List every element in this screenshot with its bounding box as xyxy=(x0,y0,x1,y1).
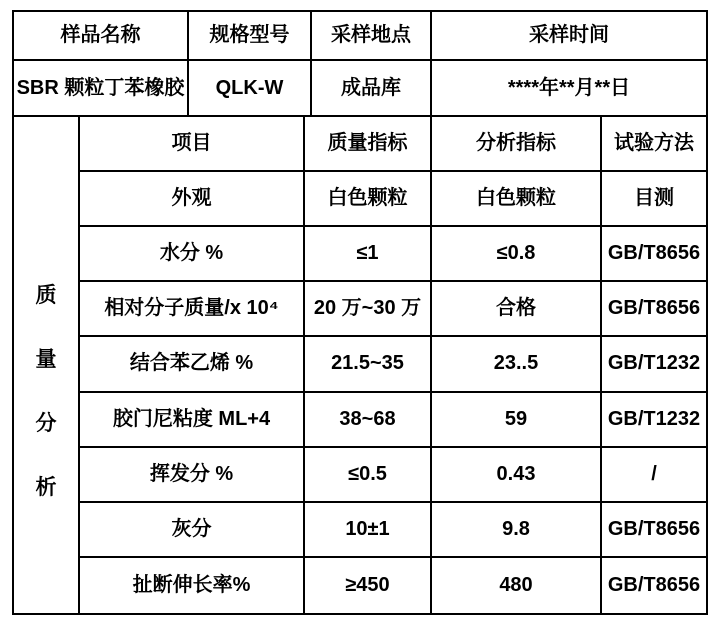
analysis-index-cell: 白色颗粒 xyxy=(432,172,602,227)
analysis-index-cell: 480 xyxy=(432,558,602,613)
test-method-cell: GB/T1232 xyxy=(602,337,706,392)
section-label-char: 质 xyxy=(35,283,57,307)
column-header-analysis-index: 分析指标 xyxy=(432,117,602,172)
item-cell: 扯断伸长率% xyxy=(80,558,305,613)
item-cell: 相对分子质量/x 10⁴ xyxy=(80,282,305,337)
item-cell: 水分 % xyxy=(80,227,305,282)
test-method-cell: GB/T8656 xyxy=(602,227,706,282)
section-label-char: 析 xyxy=(35,475,57,499)
quality-report-table xyxy=(12,10,708,615)
analysis-index-cell: ≤0.8 xyxy=(432,227,602,282)
analysis-index-cell: 23..5 xyxy=(432,337,602,392)
vertical-section-label xyxy=(14,117,80,613)
column-header-test-method: 试验方法 xyxy=(602,117,706,172)
quality-index-cell: 38~68 xyxy=(305,393,432,448)
value-cell-sampling-place: 成品库 xyxy=(312,61,432,117)
analysis-index-cell: 0.43 xyxy=(432,448,602,503)
quality-index-cell: 10±1 xyxy=(305,503,432,558)
analysis-index-cell: 9.8 xyxy=(432,503,602,558)
quality-index-cell: 21.5~35 xyxy=(305,337,432,392)
value-cell-sample-name: SBR 颗粒丁苯橡胶 xyxy=(14,61,189,117)
section-label-char: 分 xyxy=(35,411,57,435)
column-header-item: 项目 xyxy=(80,117,305,172)
test-method-cell: GB/T8656 xyxy=(602,503,706,558)
header-cell-sampling-place: 采样地点 xyxy=(312,12,432,61)
test-method-cell: GB/T8656 xyxy=(607,573,701,596)
quality-analysis-section xyxy=(14,117,706,613)
header-cell-sampling-time: 采样时间 xyxy=(432,12,706,61)
quality-index-cell: ≤0.5 xyxy=(305,448,432,503)
item-cell: 灰分 xyxy=(80,503,305,558)
sample-info-header xyxy=(14,12,706,117)
quality-index-cell: ≤1 xyxy=(305,227,432,282)
quality-index-cell: 白色颗粒 xyxy=(305,172,432,227)
quality-index-cell: 20 万~30 万 xyxy=(305,282,432,337)
item-cell: 挥发分 % xyxy=(80,448,305,503)
test-method-cell: 目测 xyxy=(602,172,706,227)
section-label-char: 量 xyxy=(35,347,57,371)
test-method-cell: GB/T1232 xyxy=(602,393,706,448)
column-header-quality-index: 质量指标 xyxy=(305,117,432,172)
test-method-cell: / xyxy=(602,448,706,503)
item-cell: 外观 xyxy=(80,172,305,227)
header-cell-sample-name: 样品名称 xyxy=(14,12,189,61)
analysis-index-cell: 合格 xyxy=(432,282,602,337)
analysis-index-cell: 59 xyxy=(432,393,602,448)
value-cell-spec-model: QLK-W xyxy=(189,61,312,117)
quality-index-cell: ≥450 xyxy=(305,558,432,613)
value-cell-sampling-time: ****年**月**日 xyxy=(432,61,706,117)
item-cell: 结合苯乙烯 % xyxy=(80,337,305,392)
item-cell: 胶门尼粘度 ML+4 xyxy=(80,393,305,448)
header-cell-spec-model: 规格型号 xyxy=(189,12,312,61)
test-method-cell: GB/T8656 xyxy=(602,282,706,337)
